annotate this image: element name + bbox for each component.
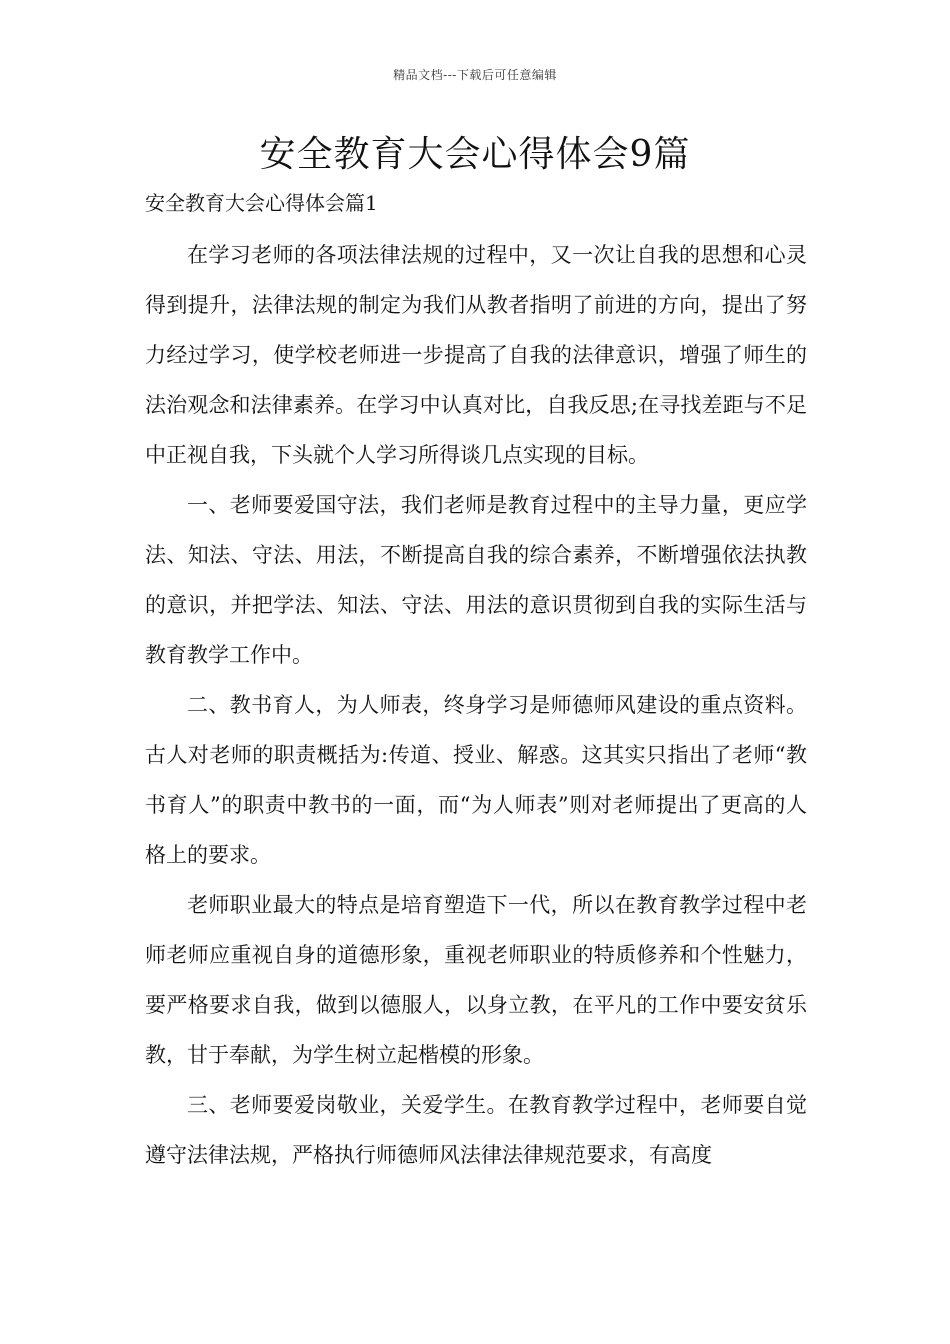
paragraph: 在学习老师的各项法律法规的过程中，又一次让自我的思想和心灵得到提升，法律法规的制定为我们从教者指明了前进的方向，提出了努力经过学习，使学校老师进一步提高了自我的法律意识，增强了师生的法治观念和法律素养。在学习中认真对比，自我反思;在寻找差距与不足中正视自我，下头就个人学习所得谈几点实现的目标。 bbox=[145, 243, 807, 467]
page-header-note: 精品文档---下载后可任意编辑 bbox=[393, 68, 557, 82]
paragraph: 二、教书育人，为人师表，终身学习是师德师风建设的重点资料。古人对老师的职责概括为:传道、授业、解惑。这其实只指出了老师“教书育人”的职责中教书的一面，而“为人师表”则对老师提出了更高的人格上的要求。 bbox=[145, 693, 807, 867]
section-heading: 安全教育大会心得体会篇1 bbox=[145, 191, 378, 215]
paragraph: 三、老师要爱岗敬业，关爱学生。在教育教学过程中，老师要自觉遵守法律法规，严格执行师德师风法律法律规范要求，有高度 bbox=[145, 1093, 807, 1167]
document-body bbox=[145, 230, 807, 1180]
paragraph: 一、老师要爱国守法，我们老师是教育过程中的主导力量，更应学法、知法、守法、用法，不断提高自我的综合素养，不断增强依法执教的意识，并把学法、知法、守法、用法的意识贯彻到自我的实际生活与教育教学工作中。 bbox=[145, 493, 807, 667]
document-title: 安全教育大会心得体会9篇 bbox=[259, 134, 691, 175]
paragraph: 老师职业最大的特点是培育塑造下一代，所以在教育教学过程中老师老师应重视自身的道德形象，重视老师职业的特质修养和个性魅力，要严格要求自我，做到以德服人，以身立教，在平凡的工作中要安贫乐教，甘于奉献，为学生树立起楷模的形象。 bbox=[145, 893, 807, 1067]
